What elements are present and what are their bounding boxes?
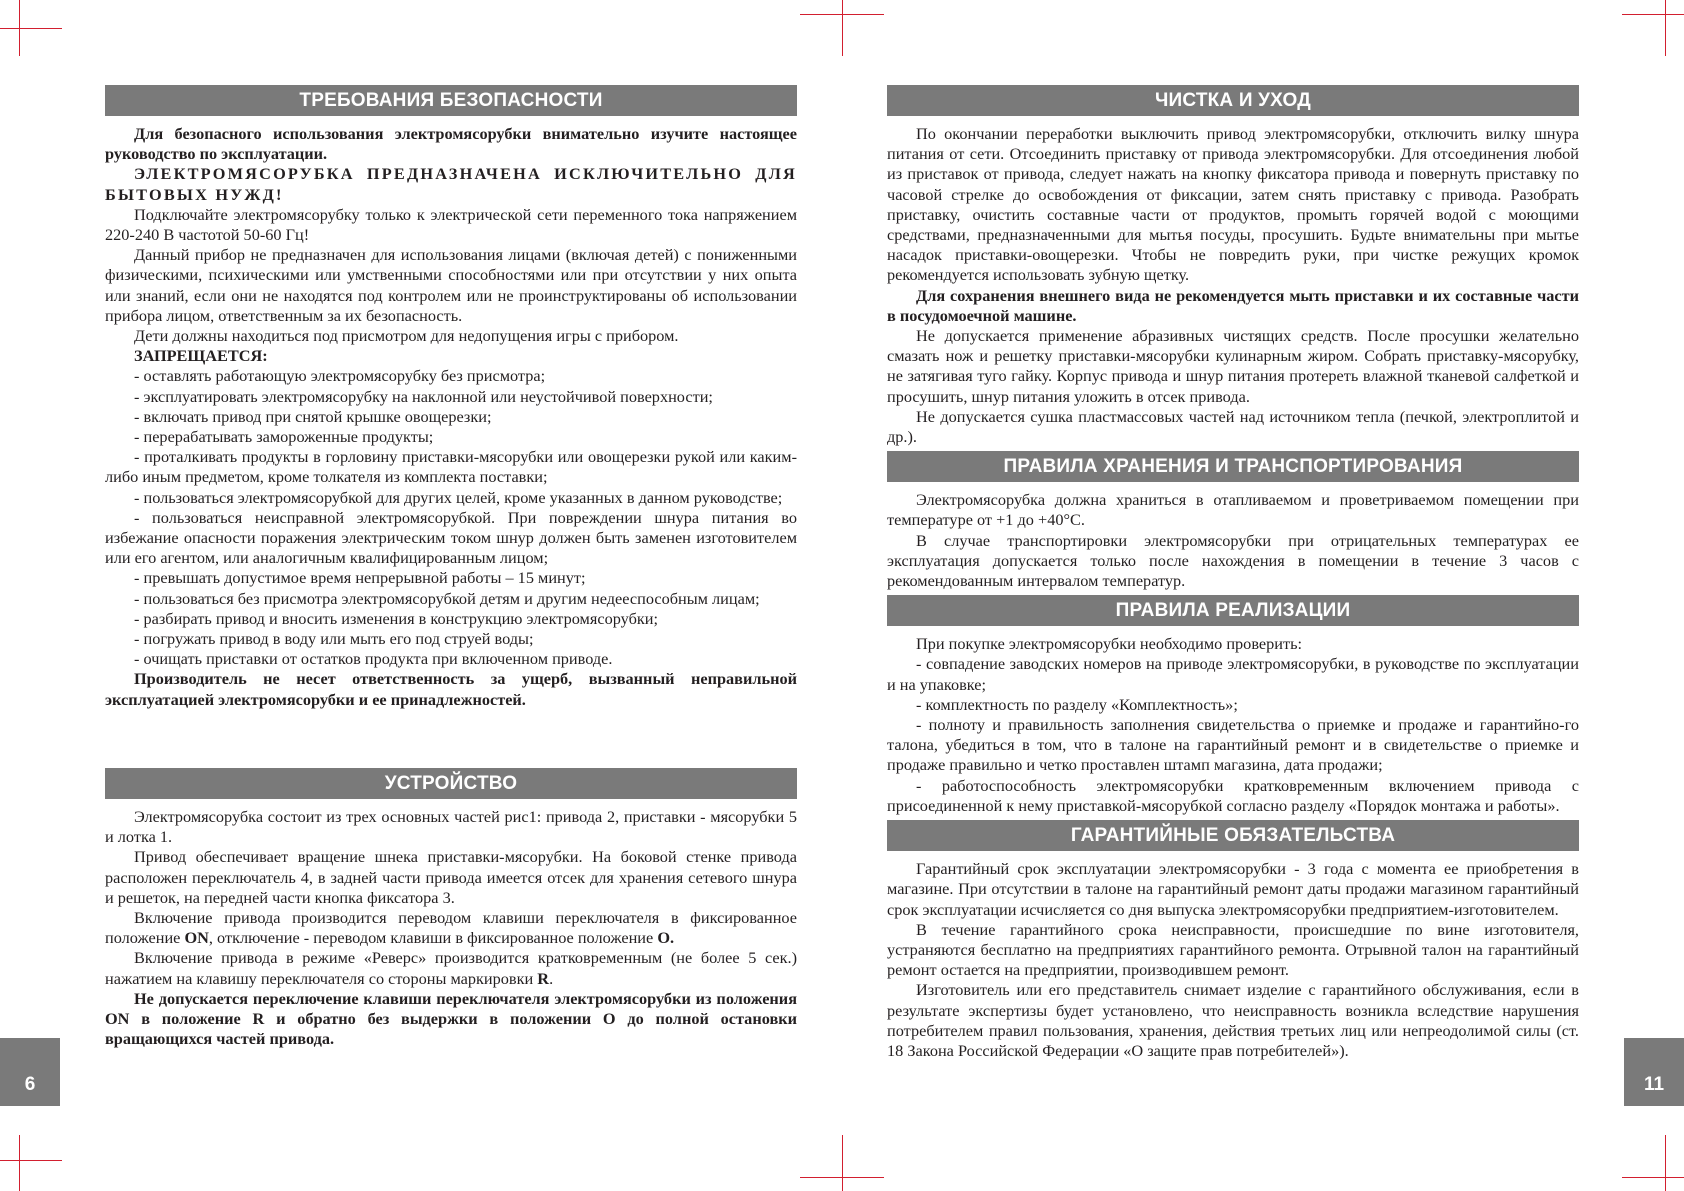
forbidden-item: - оставлять работающую электромясорубку без присмотра; xyxy=(134,366,546,386)
manufacturer-liability: Производитель не несет ответственность за ущерб, вызванный неправильной эксплуатацией электромясорубки и ее принадлежностей. xyxy=(105,669,797,709)
care-title: ЧИСТКА И УХОД xyxy=(887,85,1579,116)
crop-mark xyxy=(19,0,20,56)
forbidden-item: - погружать привод в воду или мыть его под струей воды; xyxy=(134,629,534,649)
page-number-left: 6 xyxy=(0,1038,60,1106)
forbidden-item: - перерабатывать замороженные продукты; xyxy=(134,427,434,447)
device-drive: Привод обеспечивает вращение шнека приставки-мясорубки. На боковой стенке привода расположен переключатель 4, в задней части привода имеется отсек для хранения сетевого шнура и решеток, на передней части кнопка фиксатора 3. xyxy=(105,847,797,907)
forbidden-item: - пользоваться электромясорубкой для других целей, кроме указанных в данном руководстве; xyxy=(134,487,783,507)
page-number-right: 11 xyxy=(1624,1038,1684,1106)
crop-mark xyxy=(19,1135,20,1191)
device-parts: Электромясорубка состоит из трех основных частей рис1: привода 2, приставки - мясорубки 5 и лотка 1. xyxy=(105,806,797,847)
storage-title: ПРАВИЛА ХРАНЕНИЯ И ТРАНСПОРТИРОВАНИЯ xyxy=(887,451,1579,482)
sales-item: - полноту и правильность заполнения свидетельства о приемке и продаже и гарантийно-го талона, убедиться в том, что в талоне на гарантийный ремонт и в свидетельстве о приемке и продаже правильно и четко проставлен штамп магазина, дата продажи; xyxy=(887,715,1579,775)
device-switch-on: Включение привода производится переводом клавиши переключателя в фиксированное положение ON, отключение - переводом клавиши в фиксированное положение O. xyxy=(105,907,797,948)
crop-mark xyxy=(1665,1135,1666,1191)
forbidden-item: - включать привод при снятой крышке овощерезки; xyxy=(134,406,492,426)
care-abrasives: Не допускается применение абразивных чистящих средств. После просушки желательно смазать нож и решетку приставки-мясорубки кулинарным жиром. Собрать приставку-мясорубку, не затягивая туго гайку. Корпус привода и шнур питания протереть влажной тканевой салфеткой и просушить, шнур питания уложить в отсек привода. xyxy=(887,326,1579,406)
storage-conditions: Электромясорубка должна храниться в отапливаемом и проветриваемом помещении при температуре от +1 до +40°С. xyxy=(887,490,1579,530)
care-procedure: По окончании переработки выключить привод электромясорубки, отключить вилку шнура питания от сети. Отсоединить приставку от привода электромясорубки. Для отсоединения любой из приставок от привода, следует нажать на кнопку фиксатора привода и повернуть приставку по часовой стрелке до освобождения от фиксации, затем снять приставку с привода. Разобрать приставку, очистить составные части от продуктов, промыть горячей водой с моющими средствами, предназначенными для мытья посуды, просушить. Будьте внимательны при мытье насадок приставки-овощерезки. Чтобы не повредить руки, при чистке режущих кромок рекомендуется использовать зубную щетку. xyxy=(887,124,1579,285)
forbidden-label: ЗАПРЕЩАЕТСЯ: xyxy=(134,346,268,366)
sales-item: - комплектность по разделу «Комплектность»; xyxy=(916,694,1238,714)
crop-mark xyxy=(0,1160,62,1161)
warranty-repair: В течение гарантийного срока неисправности, происшедшие по вине изготовителя, устраняются бесплатно на предприятиях гарантийного ремонта. Отрывной талон на гарантийный ремонт остается на предприятии, производившем ремонт. xyxy=(887,919,1579,980)
warranty-title: ГАРАНТИЙНЫЕ ОБЯЗАТЕЛЬСТВА xyxy=(887,820,1579,851)
forbidden-item: - пользоваться без присмотра электромясорубкой детям и другим недееспособным лицам; xyxy=(134,588,760,608)
forbidden-item: - эксплуатировать электромясорубку на наклонной или неустойчивой поверхности; xyxy=(134,386,713,406)
crop-mark xyxy=(842,0,843,56)
sales-intro: При покупке электромясорубки необходимо проверить: xyxy=(916,634,1303,654)
crop-mark xyxy=(1622,1177,1684,1178)
safety-domestic-use: ЭЛЕКТРОМЯСОРУБКА ПРЕДНАЗНАЧЕНА ИСКЛЮЧИТЕЛЬНО ДЛЯ БЫТОВЫХ НУЖД! xyxy=(105,164,797,204)
safety-title: ТРЕБОВАНИЯ БЕЗОПАСНОСТИ xyxy=(105,85,797,116)
warranty-exclusions: Изготовитель или его представитель снимает изделие с гарантийного обслуживания, если в результате экспертизы будет установлено, что неисправность возникла вследствие нарушения потребителем правил пользования, хранения, действия третьих лиц или непреодолимой силы (ст. 18 Закона Российской Федерации «О защите прав потребителей»). xyxy=(887,980,1579,1060)
warranty-period: Гарантийный срок эксплуатации электромясорубки - 3 года с момента ее приобретения в магазине. При отсутствии в талоне на гарантийный ремонт даты продажи магазином гарантийный срок эксплуатации исчисляется со дня выпуска электромясорубки предприятием-изготовителем. xyxy=(887,859,1579,919)
crop-mark xyxy=(842,1135,843,1191)
forbidden-item: - очищать приставки от остатков продукта при включенном приводе. xyxy=(134,649,613,669)
right-page xyxy=(887,85,1579,1061)
safety-voltage: Подключайте электромясорубку только к электрической сети переменного тока напряжением 220-240 В частотой 50-60 Гц! xyxy=(105,204,797,245)
crop-mark xyxy=(1622,14,1684,15)
device-switch-warning: Не допускается переключение клавиши переключателя электромясорубки из положения ON в положение R и обратно без выдержки в положении O до полной остановки вращающихся частей привода. xyxy=(105,988,797,1049)
storage-transport: В случае транспортировки электромясорубки при отрицательных температурах ее эксплуатация допускается только после нахождения в помещении в течение 3 часов с рекомендованным интервалом температур. xyxy=(887,530,1579,591)
safety-persons: Данный прибор не предназначен для использования лицами (включая детей) с пониженными физическими, психическими или умственными способностями или при отсутствии у них опыта или знаний, если они не находятся под контролем или не проинструктированы об использовании прибора лицом, ответственным за их безопасность. xyxy=(105,245,797,325)
forbidden-item: - пользоваться неисправной электромясорубкой. При повреждении шнура питания во избежание опасности поражения электрическим током шнур должен быть заменен изготовителем или его агентом, или аналогичным квалифицированным лицом; xyxy=(105,507,797,568)
forbidden-item: - разбирать привод и вносить изменения в конструкцию электромясорубки; xyxy=(134,608,658,628)
sales-item: - совпадение заводских номеров на приводе электромясорубки, в руководстве по эксплуатации и на упаковке; xyxy=(887,654,1579,694)
safety-children: Дети должны находиться под присмотром для недопущения игры с прибором. xyxy=(134,326,679,346)
sales-title: ПРАВИЛА РЕАЛИЗАЦИИ xyxy=(887,595,1579,626)
forbidden-item: - проталкивать продукты в горловину приставки-мясорубки или овощерезки рукой или каким-либо иным предметом, кроме толкателя из комплекта поставки; xyxy=(105,447,797,487)
care-drying: Не допускается сушка пластмассовых частей над источником тепла (печкой, электроплитой и др.). xyxy=(887,406,1579,447)
left-page xyxy=(105,85,797,1049)
crop-mark xyxy=(1665,0,1666,56)
device-title: УСТРОЙСТВО xyxy=(105,768,797,799)
crop-mark xyxy=(0,28,62,29)
sales-item: - работоспособность электромясорубки кратковременным включением привода с присоединенной к нему приставкой-мясорубкой согласно разделу «Порядок монтажа и работы». xyxy=(887,775,1579,815)
forbidden-item: - превышать допустимое время непрерывной работы – 15 минут; xyxy=(134,568,586,588)
care-dishwasher-warning: Для сохранения внешнего вида не рекомендуется мыть приставки и их составные части в посудомоечной машине. xyxy=(887,285,1579,325)
safety-intro: Для безопасного использования электромясорубки внимательно изучите настоящее руководство по эксплуатации. xyxy=(105,124,797,164)
device-reverse: Включение привода в режиме «Реверс» производится кратковременным (не более 5 сек.) нажатием на клавишу переключателя со стороны маркировки R. xyxy=(105,948,797,988)
